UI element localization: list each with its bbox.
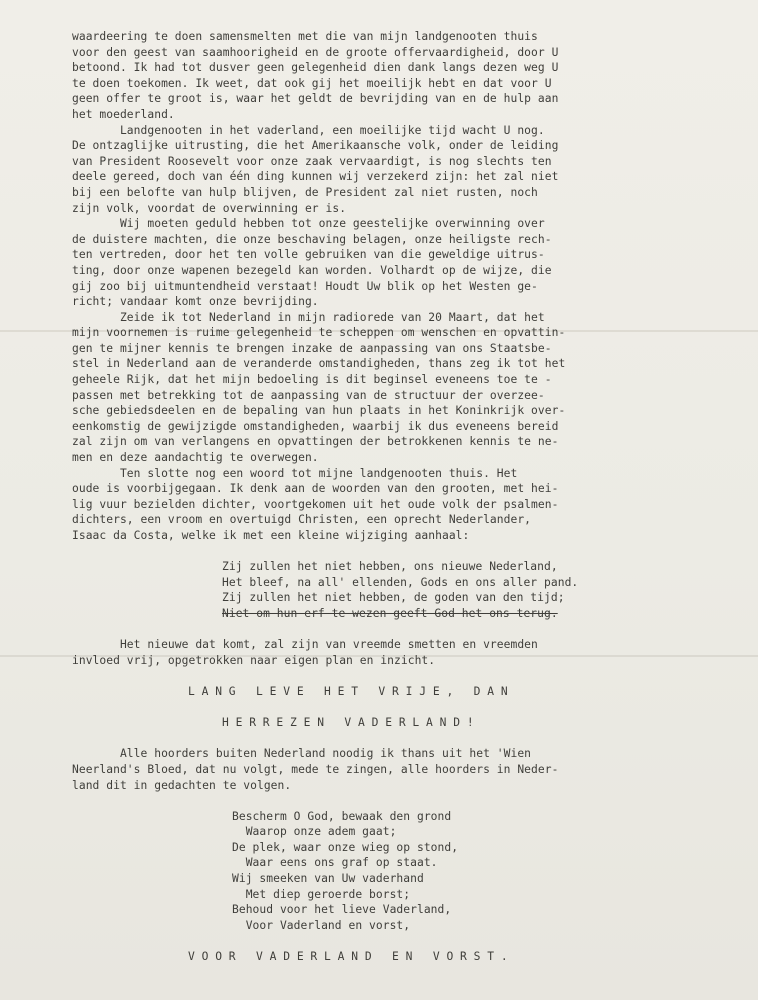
- text-line: Isaac da Costa, welke ik met een kleine wijziging aanhaal:: [72, 529, 470, 542]
- paragraph-new-era: [72, 637, 722, 668]
- spacer: [72, 622, 722, 638]
- text-line: geheele Rijk, dat het mijn bedoeling is dit beginsel eveneens toe te -: [72, 373, 552, 387]
- text-line: stel in Nederland aan de veranderde omstandigheden, thans zeg ik tot het: [72, 357, 566, 371]
- poem-line: Zij zullen het niet hebben, ons nieuwe Nederland,: [222, 560, 558, 574]
- anthem-line: Met diep geroerde borst;: [232, 887, 411, 901]
- paragraph-patience: [72, 216, 722, 310]
- text-line: de duistere machten, die onze beschaving belagen, onze heiligste rech-: [72, 232, 552, 246]
- paragraph-anthem-invitation: [72, 746, 722, 793]
- text-line: zijn volk, voordat de overwinning er is.: [72, 201, 347, 215]
- text-line: bij een belofte van hulp blijven, de President zal niet rusten, noch: [72, 185, 538, 199]
- text-line: ting, door onze wapenen bezegeld kan worden. Volhardt op de wijze, die: [72, 263, 552, 277]
- paragraph-difficult-time: [72, 123, 722, 217]
- spacer: [72, 544, 722, 560]
- text-line: gen te mijner kennis te brengen inzake de aanpassing van ons Staatsbe-: [72, 341, 552, 355]
- anthem-line: Voor Vaderland en vorst,: [232, 918, 411, 932]
- text-line: oude is voorbijgegaan. Ik denk aan de woorden van den grooten, met hei-: [72, 482, 559, 496]
- poem-line-struck-through: Niet om hun erf te wezen geeft God het ons terug.: [222, 606, 558, 620]
- text-line: invloed vrij, opgetrokken naar eigen plan en inzicht.: [72, 653, 436, 667]
- text-line: ten vertreden, door het ten volle gebruiken van die geweldige uitrus-: [72, 248, 545, 262]
- text-line: passen met betrekking tot de aanpassing van de structuur der overzee-: [72, 388, 545, 402]
- closing-line: V O O R V A D E R L A N D E N V O R S T .: [188, 950, 508, 964]
- text-line: van President Roosevelt voor onze zaak vervaardigt, is nog slechts ten: [72, 154, 552, 168]
- anthem-line: Waarop onze adem gaat;: [232, 825, 397, 839]
- text-line: eenkomstig de gewijzigde omstandigheden, waarbij ik dus eveneens bereid: [72, 419, 559, 433]
- text-line: dichters, een vroom en overtuigd Christen, een oprecht Nederlander,: [72, 513, 532, 527]
- text-line: gij zoo bij uitmuntendheid verstaat! Houdt Uw blik op het Westen ge-: [72, 279, 538, 293]
- paragraph-radio-speech: [72, 310, 722, 466]
- paragraph-final-word: [72, 466, 722, 544]
- text-line: De ontzaglijke uitrusting, die het Amerikaansche volk, onder de leiding: [72, 139, 559, 153]
- text-line: het moederland.: [72, 107, 175, 121]
- text-line: lig vuur bezielden dichter, voortgekomen uit het oude volk der psalmen-: [72, 497, 559, 511]
- poem-quote: [72, 559, 722, 621]
- text-line: voor den geest van saamhoorigheid en de groote offervaardigheid, door U: [72, 45, 559, 59]
- paragraph-gratitude: [72, 29, 722, 123]
- text-line: Alle hoorders buiten Nederland noodig ik thans uit het 'Wien: [72, 747, 532, 761]
- anthem-line: Bescherm O God, bewaak den grond: [232, 809, 452, 823]
- text-line: sche gebiedsdeelen en de bepaling van hun plaats in het Koninkrijk over-: [72, 404, 566, 418]
- poem-line: Het bleef, na all' ellenden, Gods en ons aller pand.: [222, 575, 579, 589]
- text-line: Wij moeten geduld hebben tot onze geestelijke overwinning over: [72, 217, 545, 231]
- text-line: betoond. Ik had tot dusver geen gelegenheid dien dank langs dezen weg U: [72, 61, 559, 75]
- text-line: waardeering te doen samensmelten met die van mijn landgenooten thuis: [72, 30, 538, 43]
- poem-line: Zij zullen het niet hebben, de goden van den tijd;: [222, 591, 565, 605]
- anthem-line: Waar eens ons graf op staat.: [232, 856, 438, 870]
- spacer: [72, 793, 722, 809]
- anthem-line: Behoud voor het lieve Vaderland,: [232, 903, 452, 917]
- text-line: Het nieuwe dat komt, zal zijn van vreemde smetten en vreemden: [72, 638, 538, 652]
- spacer: [72, 933, 722, 949]
- text-line: geen offer te groot is, waar het geldt de bevrijding van en de hulp aan: [72, 92, 559, 106]
- text-line: zal zijn om van verlangens en opvattingen der betrokkenen kennis te ne-: [72, 435, 559, 449]
- slogan-line-2: H E R R E Z E N V A D E R L A N D !: [222, 716, 474, 730]
- text-line: deele gereed, doch van één ding kunnen wij verzekerd zijn: het zal niet: [72, 170, 559, 184]
- text-line: richt; vandaar komt onze bevrijding.: [72, 295, 319, 309]
- spacer: [72, 700, 722, 716]
- text-line: Zeide ik tot Nederland in mijn radiorede van 20 Maart, dat het: [72, 310, 545, 324]
- spacer: [72, 668, 722, 684]
- anthem-line: De plek, waar onze wieg op stond,: [232, 840, 459, 854]
- anthem-verse: [72, 809, 722, 934]
- text-line: mijn voornemen is ruime gelegenheid te scheppen om wenschen en opvattin-: [72, 326, 566, 340]
- text-line: te doen toekomen. Ik weet, dat ook gij het moeilijk hebt en dat voor U: [72, 76, 552, 90]
- text-line: Neerland's Bloed, dat nu volgt, mede te zingen, alle hoorders in Neder-: [72, 762, 559, 776]
- text-line: men en deze aandachtig te overwegen.: [72, 451, 319, 465]
- text-line: Landgenooten in het vaderland, een moeilijke tijd wacht U nog.: [72, 123, 545, 137]
- anthem-line: Wij smeeken van Uw vaderhand: [232, 872, 424, 886]
- text-line: land dit in gedachten te volgen.: [72, 778, 292, 792]
- text-line: Ten slotte nog een woord tot mijne landgenooten thuis. Het: [72, 466, 518, 480]
- slogan-line-1: L A N G L E V E H E T V R I J E , D A N: [188, 684, 508, 698]
- typewritten-text: [72, 29, 722, 965]
- spacer: [72, 731, 722, 747]
